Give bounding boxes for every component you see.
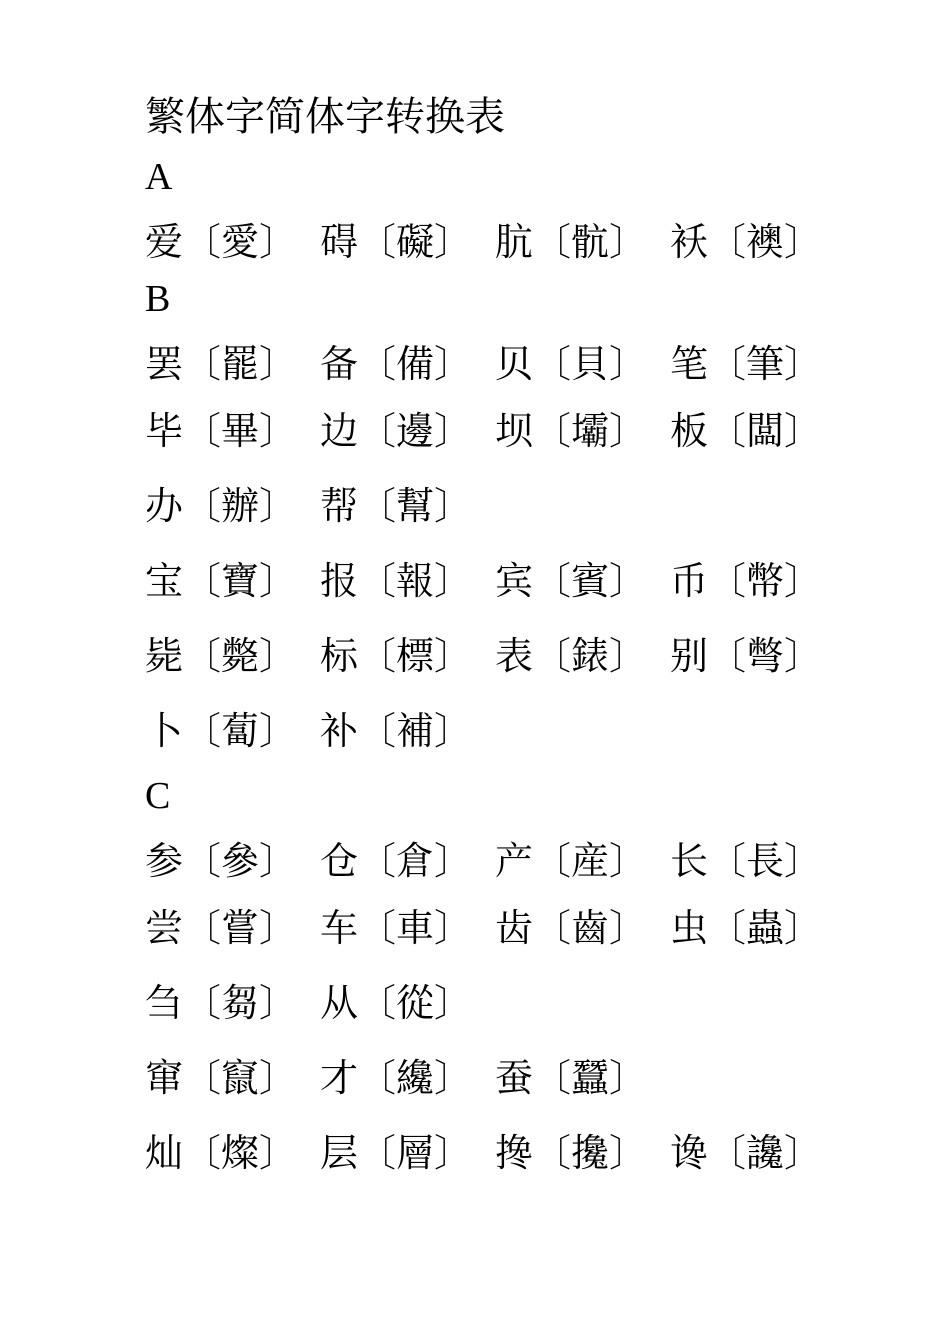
character-pair: 罢〔罷〕 (145, 341, 298, 386)
character-row (145, 827, 905, 887)
character-pair: 袄〔襖〕 (670, 219, 823, 264)
character-row (145, 690, 905, 765)
character-pair: 尝〔嘗〕 (145, 906, 298, 950)
section-letter: C (145, 775, 171, 817)
character-pair: 办〔辦〕 (145, 484, 298, 528)
character-pair: 别〔彆〕 (670, 634, 823, 678)
character-pair: 谗〔讒〕 (670, 1131, 823, 1175)
character-pair: 虫〔蟲〕 (670, 906, 823, 950)
section-letter: A (145, 156, 173, 198)
character-pair: 板〔闆〕 (670, 409, 823, 453)
character-pair: 边〔邊〕 (320, 409, 473, 453)
character-pair: 备〔備〕 (320, 341, 473, 386)
page-title: 繁体字简体字转换表 (145, 94, 505, 140)
character-row (145, 390, 905, 465)
character-pair: 参〔參〕 (145, 838, 298, 883)
character-pair: 才〔纔〕 (320, 1056, 473, 1100)
character-pair: 贝〔貝〕 (495, 341, 648, 386)
character-pair: 产〔産〕 (495, 838, 648, 883)
character-pair: 补〔補〕 (320, 709, 473, 753)
character-row (145, 962, 905, 1037)
character-pair: 笔〔筆〕 (670, 341, 823, 386)
character-row (145, 887, 905, 962)
document-page (145, 88, 905, 1187)
character-pair: 报〔報〕 (320, 559, 473, 603)
character-pair: 标〔標〕 (320, 634, 473, 678)
character-pair: 毕〔畢〕 (145, 409, 298, 453)
character-row (145, 615, 905, 690)
sections-container (145, 146, 905, 1187)
character-pair: 宾〔賓〕 (495, 559, 648, 603)
character-pair: 表〔錶〕 (495, 634, 648, 678)
character-pair: 毙〔斃〕 (145, 634, 298, 678)
character-pair: 灿〔燦〕 (145, 1131, 298, 1175)
character-pair: 层〔層〕 (320, 1131, 473, 1175)
character-row (145, 208, 905, 268)
character-pair: 仓〔倉〕 (320, 838, 473, 883)
character-row (145, 1037, 905, 1112)
character-row (145, 1112, 905, 1187)
character-pair: 车〔車〕 (320, 906, 473, 950)
character-row (145, 540, 905, 615)
character-pair: 刍〔芻〕 (145, 981, 298, 1025)
character-pair: 币〔幣〕 (670, 559, 823, 603)
character-pair: 搀〔攙〕 (495, 1131, 648, 1175)
character-pair: 卜〔蔔〕 (145, 709, 298, 753)
character-pair: 肮〔骯〕 (495, 219, 648, 264)
character-pair: 齿〔齒〕 (495, 906, 648, 950)
character-pair: 宝〔寶〕 (145, 559, 298, 603)
character-pair: 蚕〔蠶〕 (495, 1056, 648, 1100)
character-row (145, 330, 905, 390)
character-pair: 碍〔礙〕 (320, 219, 473, 264)
character-pair: 爱〔愛〕 (145, 219, 298, 264)
section-letter: B (145, 278, 171, 320)
character-pair: 从〔從〕 (320, 981, 473, 1025)
character-row (145, 465, 905, 540)
character-pair: 帮〔幫〕 (320, 484, 473, 528)
character-pair: 坝〔壩〕 (495, 409, 648, 453)
character-pair: 窜〔竄〕 (145, 1056, 298, 1100)
character-pair: 长〔長〕 (670, 838, 823, 883)
